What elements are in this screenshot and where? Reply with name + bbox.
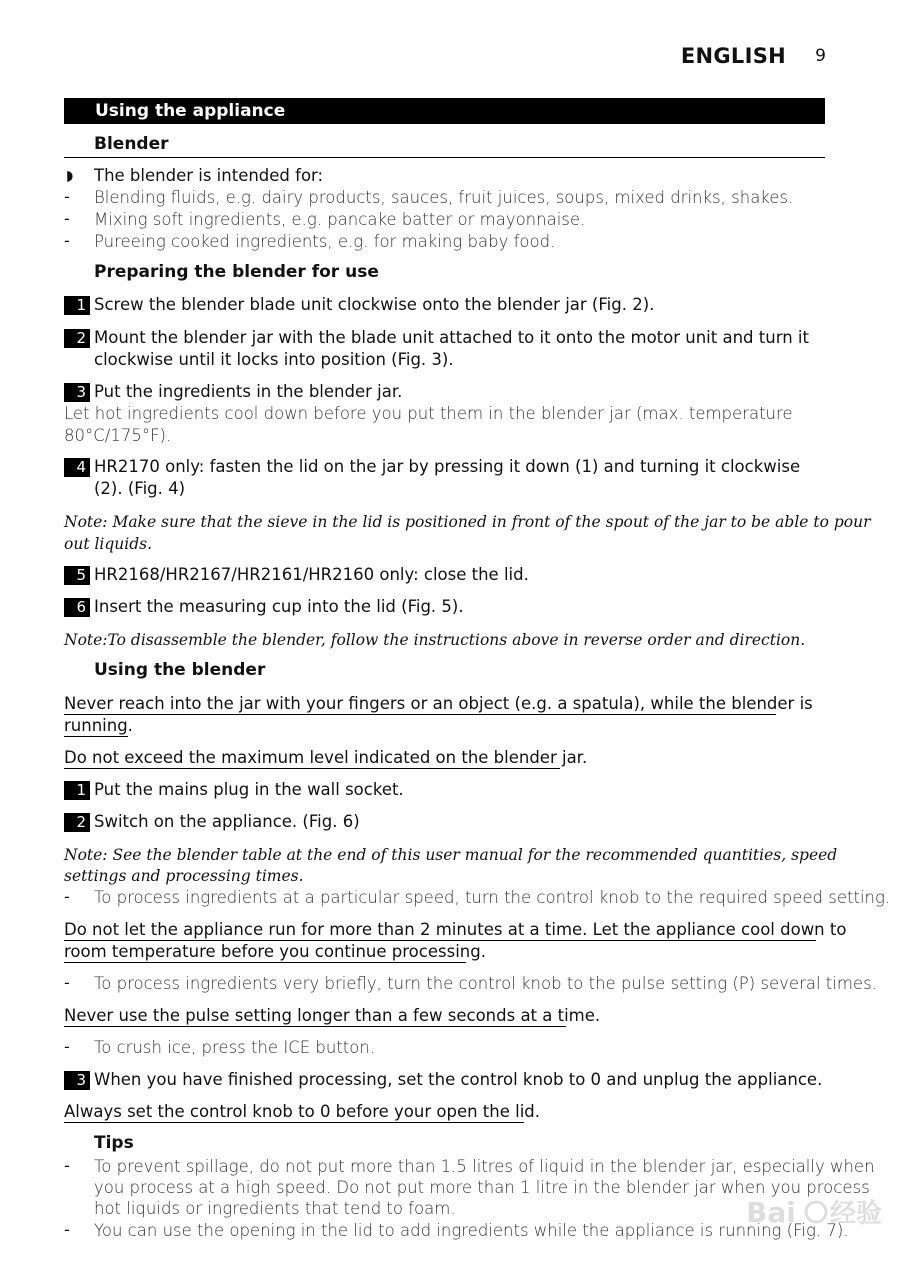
- dash-marker: -: [64, 187, 70, 206]
- dash-marker: -: [64, 973, 70, 992]
- section-bar: [64, 98, 825, 124]
- note-disassemble: Note:To disassemble the blender, follow the instructions above in reverse order and direction.: [64, 631, 806, 649]
- preparing-step-5: HR2168/HR2167/HR2161/HR2160 only: close the lid.: [94, 565, 529, 584]
- intro-item: Mixing soft ingredients, e.g. pancake batter or mayonnaise.: [94, 210, 586, 229]
- step-number-badge: 1: [64, 781, 90, 800]
- using-speed-tip: To process ingredients at a particular speed, turn the control knob to the required speed setting.: [94, 888, 891, 907]
- dash-marker: -: [64, 1220, 70, 1239]
- note-blender-table-cont: settings and processing times.: [64, 867, 304, 885]
- step-3-note: Let hot ingredients cool down before you put them in the blender jar (max. temperature: [64, 404, 793, 423]
- step-number-badge: 2: [64, 813, 90, 832]
- step-3-note-cont: 80°C/175°F).: [64, 426, 172, 445]
- using-step-2: Switch on the appliance. (Fig. 6): [94, 812, 360, 831]
- dash-marker: -: [64, 231, 70, 250]
- warning-run-time: Do not let the appliance run for more than 2 minutes at a time. Let the appliance cool down to: [64, 920, 847, 939]
- using-ice-tip: To crush ice, press the ICE button.: [94, 1038, 376, 1057]
- tip-spillage-cont: hot liquids or ingredients that tend to foam.: [94, 1199, 456, 1218]
- step-number-badge: 3: [64, 1071, 90, 1090]
- step-number-badge: 5: [64, 566, 90, 585]
- preparing-heading: Preparing the blender for use: [94, 262, 379, 282]
- preparing-step-2-cont: clockwise until it locks into position (Fig. 3).: [94, 350, 454, 369]
- intro-lead: The blender is intended for:: [94, 166, 324, 185]
- preparing-step-2: Mount the blender jar with the blade unit attached to it onto the motor unit and turn it: [94, 328, 809, 347]
- warning-run-time-cont: room temperature before you continue processing.: [64, 942, 486, 961]
- tip-opening: You can use the opening in the lid to add ingredients while the appliance is running (Fig. 7).: [94, 1221, 849, 1240]
- warning-knob: Always set the control knob to 0 before your open the lid.: [64, 1102, 541, 1121]
- warning-underline: [64, 962, 466, 963]
- note-sieve: Note: Make sure that the sieve in the lid is positioned in front of the spout of the jar to be able to pour: [64, 513, 871, 531]
- step-number-badge: 1: [64, 296, 90, 315]
- dash-marker: -: [64, 209, 70, 228]
- dash-marker: -: [64, 887, 70, 906]
- warning-underline: [64, 1122, 524, 1123]
- blender-heading: Blender: [94, 134, 169, 154]
- warning-underline: [64, 714, 776, 715]
- preparing-step-6: Insert the measuring cup into the lid (Fig. 5).: [94, 597, 464, 616]
- using-pulse-tip: To process ingredients very briefly, turn the control knob to the pulse setting (P) several times.: [94, 974, 877, 993]
- warning-underline: [64, 1026, 566, 1027]
- warning-underline: [64, 736, 128, 737]
- preparing-step-4-cont: (2). (Fig. 4): [94, 479, 186, 498]
- intro-item: Blending fluids, e.g. dairy products, sauces, fruit juices, soups, mixed drinks, shakes.: [94, 188, 794, 207]
- blender-heading-rule: [64, 157, 825, 158]
- warning-fingers: Never reach into the jar with your fingers or an object (e.g. a spatula), while the blender is: [64, 694, 813, 713]
- warning-underline: [64, 768, 560, 769]
- preparing-step-3: Put the ingredients in the blender jar.: [94, 382, 403, 401]
- using-heading: Using the blender: [94, 660, 266, 680]
- svg-text:Bai: Bai: [746, 1196, 796, 1229]
- step-number-badge: 4: [64, 458, 90, 477]
- header-language: ENGLISH: [680, 44, 786, 68]
- header-page-number: 9: [815, 46, 826, 66]
- preparing-step-4: HR2170 only: fasten the lid on the jar by pressing it down (1) and turning it clockwise: [94, 457, 801, 476]
- warning-pulse: Never use the pulse setting longer than a few seconds at a time.: [64, 1006, 601, 1025]
- tip-spillage-cont: you process at a high speed. Do not put more than 1 litre in the blender jar when you process: [94, 1178, 870, 1197]
- intro-item: Pureeing cooked ingredients, e.g. for making baby food.: [94, 232, 556, 251]
- note-blender-table: Note: See the blender table at the end of this user manual for the recommended quantities, speed: [64, 846, 838, 864]
- tip-spillage: To prevent spillage, do not put more than 1.5 litres of liquid in the blender jar, especially when: [94, 1157, 875, 1176]
- warning-max-level: Do not exceed the maximum level indicated on the blender jar.: [64, 748, 588, 767]
- using-step-3: When you have finished processing, set the control knob to 0 and unplug the appliance.: [94, 1070, 823, 1089]
- tips-heading: Tips: [94, 1133, 134, 1153]
- bullet-marker: ◗: [66, 168, 74, 184]
- section-title: Using the appliance: [95, 101, 286, 121]
- dash-marker: -: [64, 1037, 70, 1056]
- svg-text:经验: 经验: [830, 1199, 883, 1229]
- step-number-badge: 3: [64, 383, 90, 402]
- step-number-badge: 6: [64, 598, 90, 617]
- using-step-1: Put the mains plug in the wall socket.: [94, 780, 404, 799]
- baidu-watermark-logo: [742, 1182, 892, 1242]
- preparing-step-1: Screw the blender blade unit clockwise onto the blender jar (Fig. 2).: [94, 295, 655, 314]
- note-sieve-cont: out liquids.: [64, 535, 153, 553]
- step-number-badge: 2: [64, 329, 90, 348]
- warning-fingers-cont: running.: [64, 716, 133, 735]
- dash-marker: -: [64, 1156, 70, 1175]
